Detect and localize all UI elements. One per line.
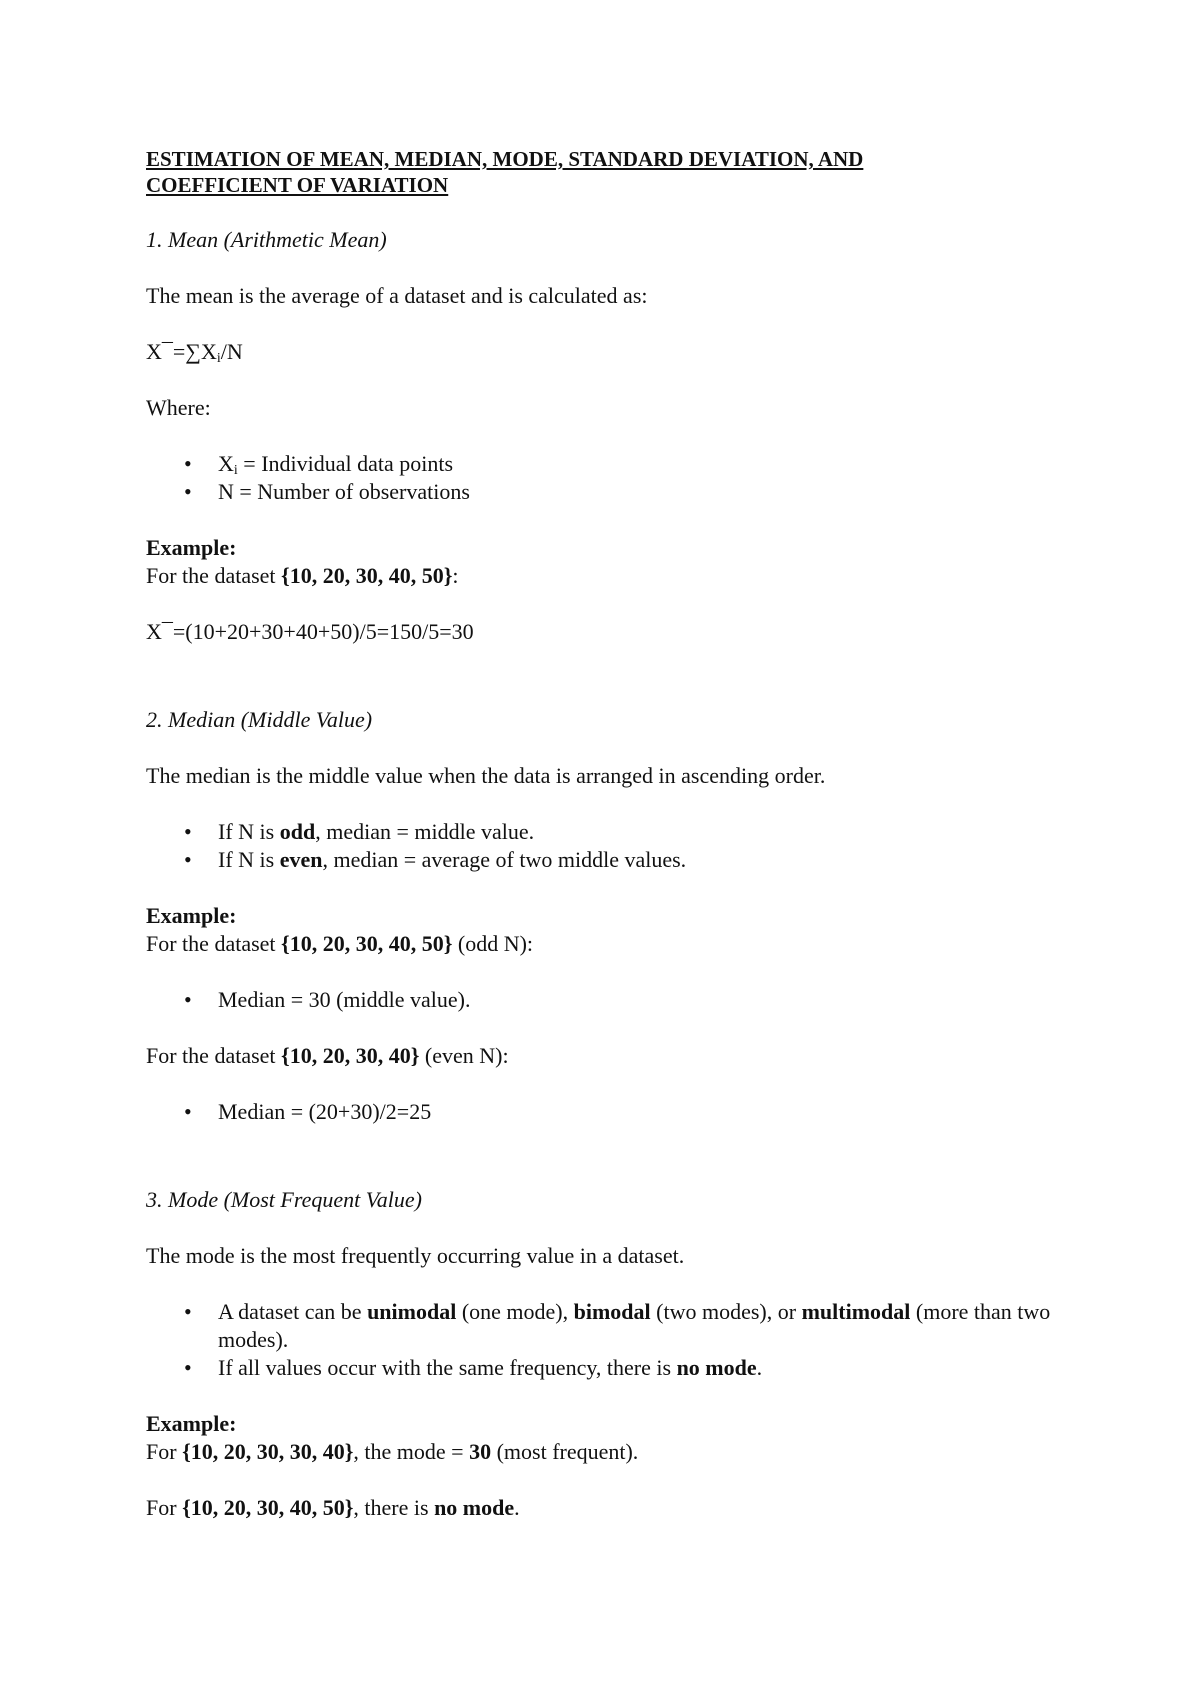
median-example-2: For the dataset {10, 20, 30, 40} (even N): [146, 1043, 509, 1068]
title-line-1: ESTIMATION OF MEAN, MEDIAN, MODE, STANDARD DEVIATION, AND [146, 147, 864, 171]
median-example-1-list [146, 986, 1066, 1014]
mode-rules-list [146, 1298, 1066, 1382]
mean-heading: 1. Mean (Arithmetic Mean) [146, 227, 387, 252]
mean-intro: The mean is the average of a dataset and is calculated as: [146, 283, 648, 308]
median-example-label: Example: [146, 903, 237, 928]
list-item: • N = Number of observations [218, 478, 1066, 506]
list-item: • If N is even, median = average of two middle values. [218, 846, 1066, 874]
list-item: • If all values occur with the same frequency, there is no mode. [218, 1354, 1066, 1382]
list-item: • If N is odd, median = middle value. [218, 818, 1066, 846]
median-example-2-list [146, 1098, 1066, 1126]
document-title [146, 146, 1066, 198]
mean-example-label: Example: [146, 535, 237, 560]
mode-example-label: Example: [146, 1411, 237, 1436]
mode-intro: The mode is the most frequently occurring value in a dataset. [146, 1243, 685, 1268]
mean-where-label: Where: [146, 395, 211, 420]
list-item: • A dataset can be unimodal (one mode), bimodal (two modes), or multimodal (more than two modes). [218, 1298, 1066, 1354]
mean-example-text: For the dataset {10, 20, 30, 40, 50}: [146, 563, 459, 588]
mean-example-calc: X¯=(10+20+30+40+50)/5=150/5=30 [146, 619, 474, 644]
mode-example-2: For {10, 20, 30, 40, 50}, there is no mode. [146, 1495, 520, 1520]
median-example-1: For the dataset {10, 20, 30, 40, 50} (odd N): [146, 931, 534, 956]
list-item: • $X_i$ = Individual data points [218, 450, 1066, 478]
title-line-2: COEFFICIENT OF VARIATION [146, 173, 449, 197]
document-page [146, 146, 1066, 1522]
list-item: • Median = 30 (middle value). [218, 986, 1066, 1014]
mode-heading: 3. Mode (Most Frequent Value) [146, 1187, 422, 1212]
mean-formula: $X¯=\sum X_i/N$ [146, 339, 243, 366]
mode-example-1: For {10, 20, 30, 30, 40}, the mode = 30 (most frequent). [146, 1439, 639, 1464]
mean-definitions-list [146, 450, 1066, 506]
list-item: • Median = (20+30)/2=25 [218, 1098, 1066, 1126]
median-rules-list [146, 818, 1066, 874]
median-heading: 2. Median (Middle Value) [146, 707, 373, 732]
median-intro: The median is the middle value when the data is arranged in ascending order. [146, 763, 826, 788]
